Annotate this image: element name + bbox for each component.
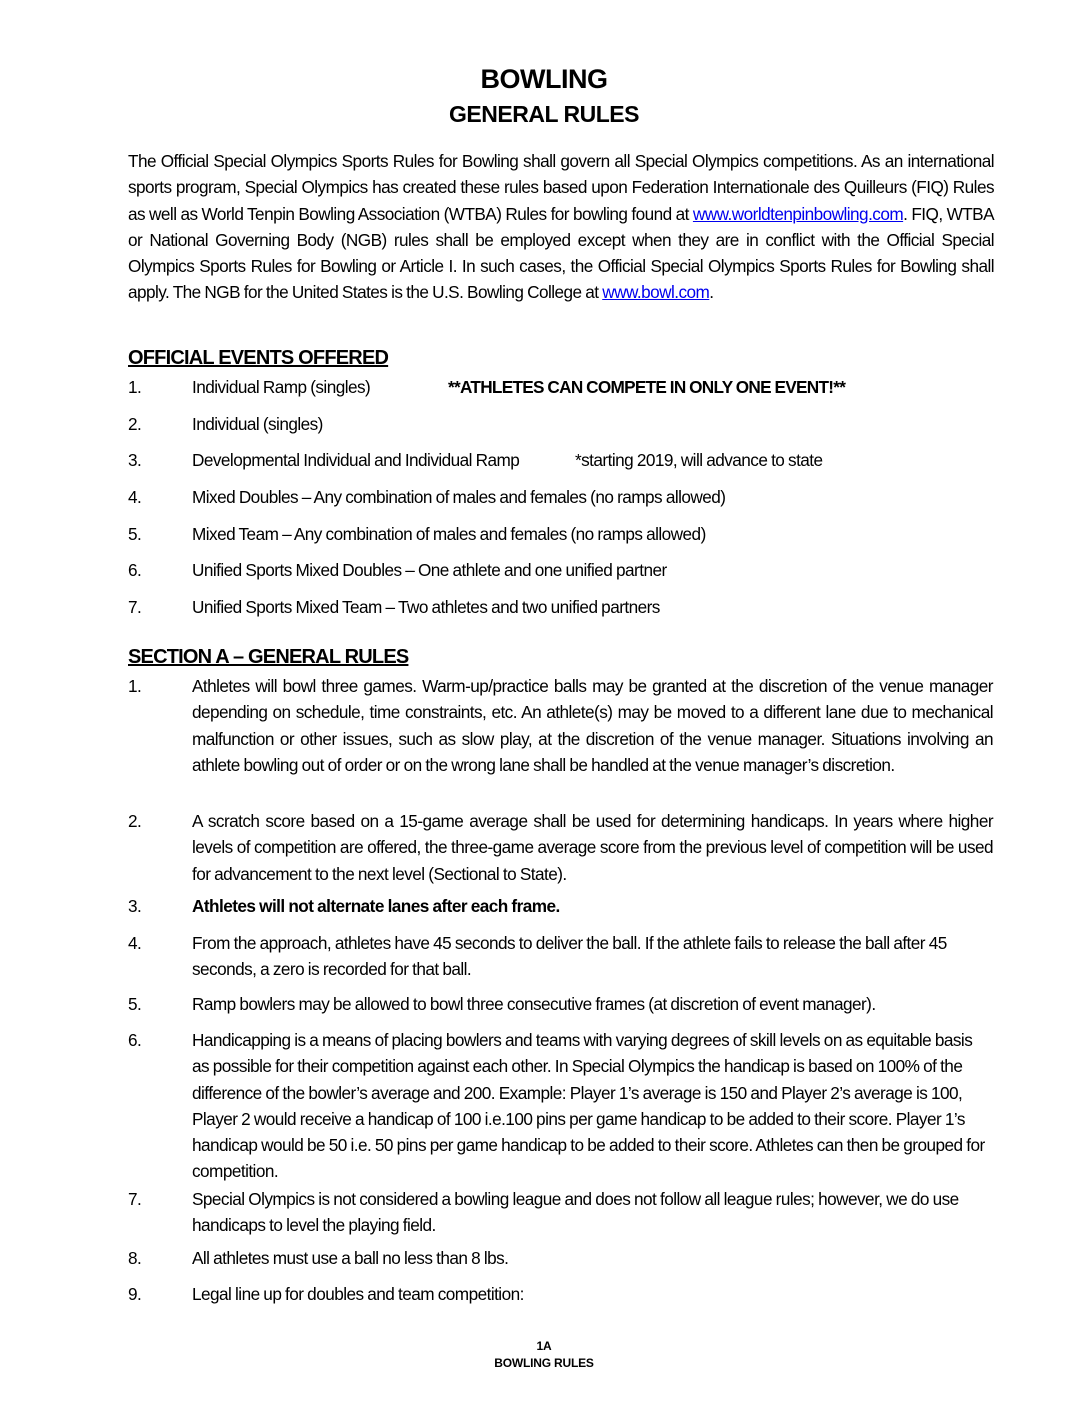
rule-text: Handicapping is a means of placing bowlers and teams with varying degrees of skill levels on as equitable basis as possible for their competition against each other. In Special Olympics the handicap is based on 100% of the difference of the bowler’s average and 200. Example: Player 1’s average is 150 and Player 2’s average is 100, Player 2 would receive a handicap of 100 i.e.100 pins per game handicap to be added to their score. Player 1’s handicap would be 50 i.e. 50 pins per game handicap to be added to their score. Athletes can then be grouped for competition. [192,1030,985,1182]
event-number: 7. [128,597,142,617]
event-text: Individual (singles) [192,414,323,434]
event-number: 2. [128,414,142,434]
event-text: Mixed Doubles – Any combination of males and females (no ramps allowed) [192,487,726,507]
event-text: Individual Ramp (singles) [192,377,371,397]
event-number: 4. [128,487,142,507]
rule-number: 7. [128,1189,142,1209]
event-note: **ATHLETES CAN COMPETE IN ONLY ONE EVENT!** [448,377,846,397]
event-number: 1. [128,377,142,397]
event-text: Unified Sports Mixed Team – Two athletes and two unified partners [192,597,660,617]
bowl-com-link[interactable]: www.bowl.com [602,282,710,303]
intro-paragraph [128,148,994,306]
events-heading: OFFICIAL EVENTS OFFERED [128,347,389,369]
intro-text-2: . FIQ, WTBA or National Governing Body (NGB) rules shall be employed except when they are in conflict with the Official Special Olympics Sports Rules for Bowling or Article I. In such cases, the Official Special Olympics Sports Rules for Bowling shall apply. The NGB for the United States is the U.S. Bowling College at [128,203,995,303]
rule-number: 6. [128,1030,142,1050]
rule-number: 9. [128,1284,142,1304]
rule-text: Legal line up for doubles and team competition: [192,1284,524,1304]
document-subtitle: GENERAL RULES [449,101,639,127]
rule-text: Ramp bowlers may be allowed to bowl three consecutive frames (at discretion of event manager). [192,994,876,1014]
rule-number: 2. [128,811,142,831]
rule-text: Athletes will not alternate lanes after each frame. [192,896,560,916]
page-number: 1A [536,1339,552,1353]
event-number: 3. [128,450,142,470]
intro-text-1: The Official Special Olympics Sports Rules for Bowling shall govern all Special Olympics competitions. As an international sports program, Special Olympics has created these rules based upon Federation Internationale des Quilleurs (FIQ) Rules as well as World Tenpin Bowling Association (WTBA) Rules for bowling found at [128,151,994,224]
event-number: 5. [128,524,142,544]
document-title: BOWLING [480,64,608,94]
rule-number: 3. [128,896,142,916]
rule-text: Athletes will bowl three games. Warm-up/practice balls may be granted at the discretion of the venue manager depending on schedule, time constraints, etc. An athlete(s) may be moved to a different lane due to mechanical malfunction or other issues, such as slow play, at the discretion of the venue manager. Situations involving an athlete bowling out of order or on the wrong lane shall be handled at the venue manager’s discretion. [192,676,993,775]
worldtenpinbowling-link[interactable]: www.worldtenpinbowling.com [692,203,904,224]
intro-text-3: . [709,282,714,303]
rule-text: Special Olympics is not considered a bowling league and does not follow all league rules; however, we do use handicaps to level the playing field. [192,1189,959,1236]
rule-number: 8. [128,1248,142,1268]
footer-label: BOWLING RULES [494,1356,594,1370]
event-number: 6. [128,560,142,580]
rule-number: 1. [128,676,142,696]
rule-text: A scratch score based on a 15-game average shall be used for determining handicaps. In years where higher levels of competition are offered, the three-game average score from the previous level of competition will be used for advancement to the next level (Sectional to State). [192,811,993,884]
event-text: Mixed Team – Any combination of males and females (no ramps allowed) [192,524,706,544]
rule-text: From the approach, athletes have 45 seconds to deliver the ball. If the athlete fails to release the ball after 45 seconds, a zero is recorded for that ball. [192,933,947,980]
rule-number: 5. [128,994,142,1014]
event-note: *starting 2019, will advance to state [575,450,823,470]
section-a-heading: SECTION A – GENERAL RULES [128,646,409,668]
rule-number: 4. [128,933,142,953]
event-text: Unified Sports Mixed Doubles – One athlete and one unified partner [192,560,667,580]
event-text: Developmental Individual and Individual Ramp [192,450,520,470]
rule-text: All athletes must use a ball no less than 8 lbs. [192,1248,509,1268]
